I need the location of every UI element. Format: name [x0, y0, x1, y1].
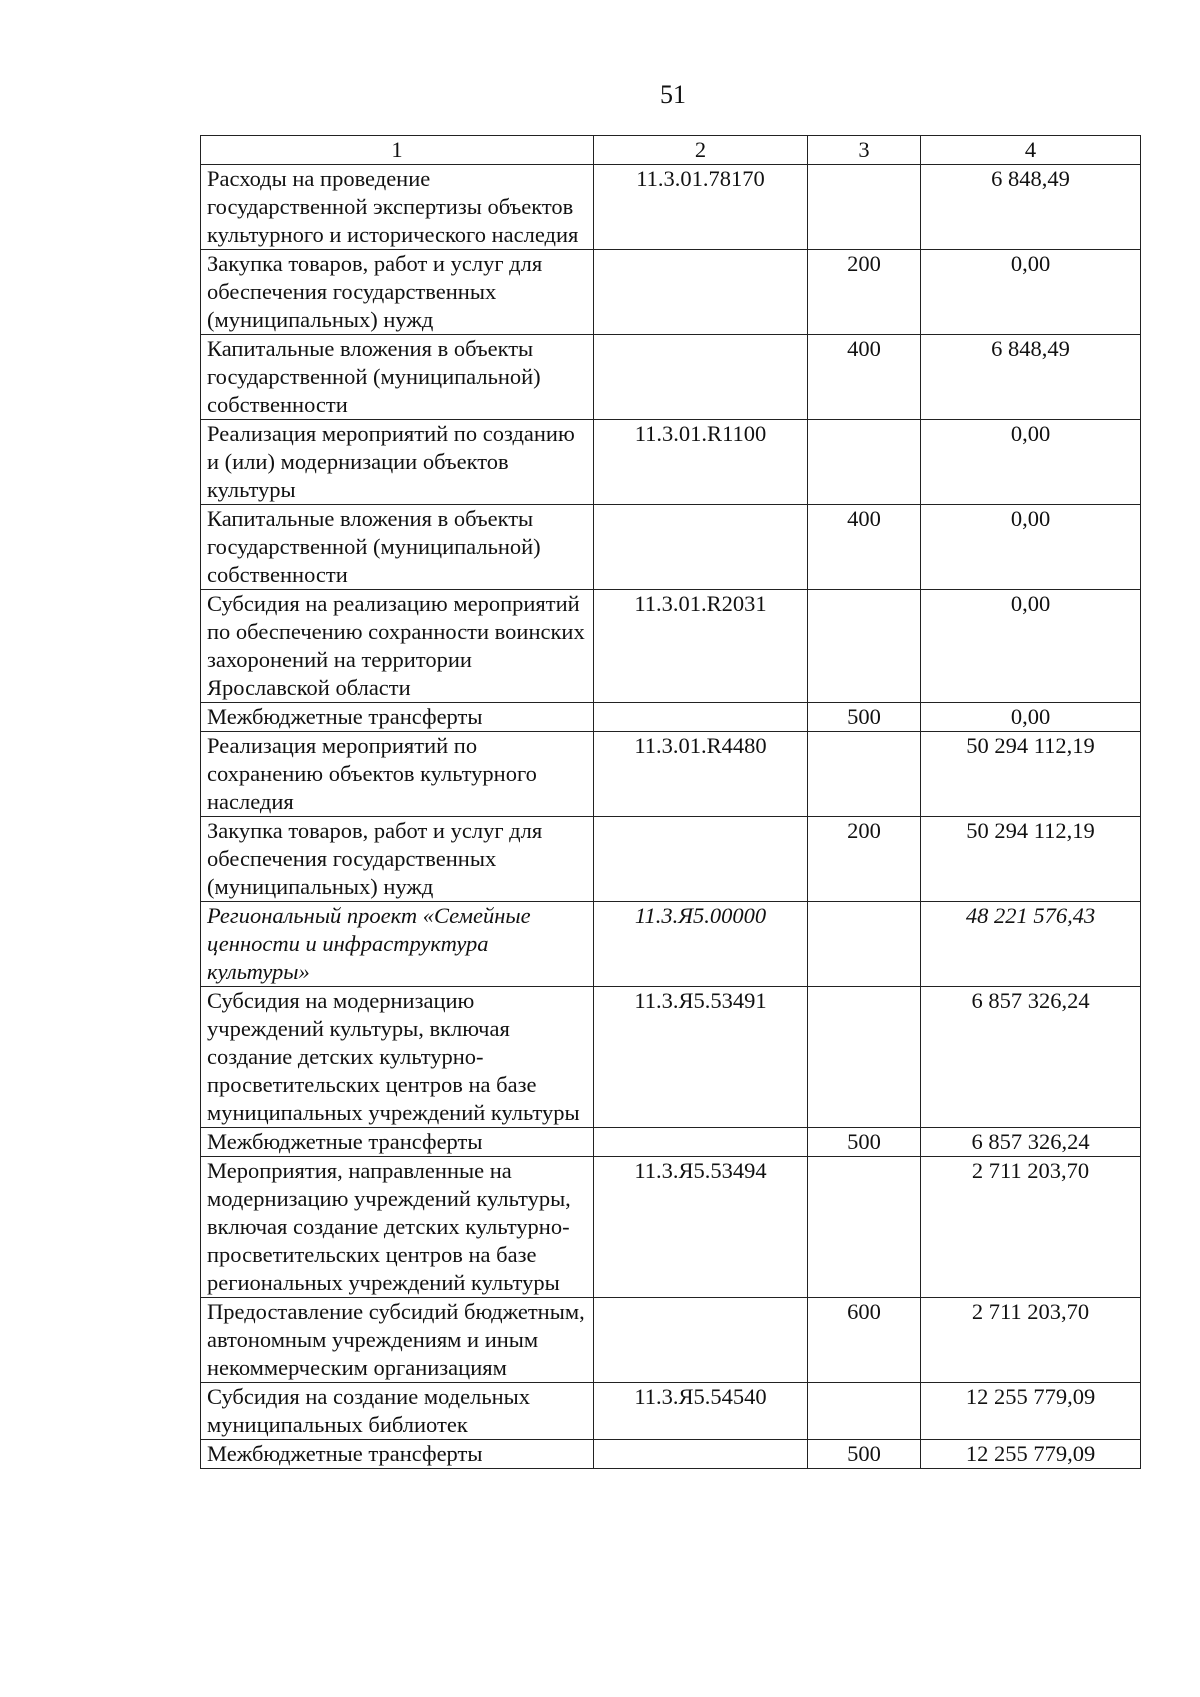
cell-code — [594, 1440, 808, 1469]
cell-expense-type: 200 — [808, 250, 921, 335]
cell-expense-type: 600 — [808, 1298, 921, 1383]
cell-name: Реализация мероприятий по созданию и (или) модернизации объектов культуры — [201, 420, 594, 505]
table-row — [201, 1383, 1141, 1440]
cell-amount: 6 848,49 — [921, 335, 1141, 420]
cell-code: 11.3.01.R1100 — [594, 420, 808, 505]
cell-name: Субсидия на реализацию мероприятий по обеспечению сохранности воинских захоронений на территории Ярославской области — [201, 590, 594, 703]
column-header-1: 1 — [201, 136, 594, 165]
cell-amount: 50 294 112,19 — [921, 732, 1141, 817]
cell-code — [594, 250, 808, 335]
cell-expense-type — [808, 165, 921, 250]
cell-expense-type: 400 — [808, 335, 921, 420]
table-row — [201, 732, 1141, 817]
table-row — [201, 1157, 1141, 1298]
cell-expense-type — [808, 590, 921, 703]
cell-amount: 0,00 — [921, 505, 1141, 590]
cell-code — [594, 335, 808, 420]
budget-table — [200, 135, 1141, 1469]
cell-code: 11.3.01.R2031 — [594, 590, 808, 703]
cell-name: Межбюджетные трансферты — [201, 1128, 594, 1157]
cell-name: Межбюджетные трансферты — [201, 703, 594, 732]
cell-expense-type: 200 — [808, 817, 921, 902]
table-row — [201, 590, 1141, 703]
cell-amount: 0,00 — [921, 590, 1141, 703]
cell-code — [594, 703, 808, 732]
cell-code — [594, 505, 808, 590]
cell-name: Расходы на проведение государственной экспертизы объектов культурного и исторического наследия — [201, 165, 594, 250]
table-row — [201, 250, 1141, 335]
cell-name: Закупка товаров, работ и услуг для обеспечения государственных (муниципальных) нужд — [201, 817, 594, 902]
table-row — [201, 505, 1141, 590]
cell-expense-type — [808, 1157, 921, 1298]
table-row — [201, 1298, 1141, 1383]
cell-name: Мероприятия, направленные на модернизацию учреждений культуры, включая создание детских культурно-просветительских центров на базе региональных учреждений культуры — [201, 1157, 594, 1298]
cell-amount: 50 294 112,19 — [921, 817, 1141, 902]
cell-amount: 48 221 576,43 — [921, 902, 1141, 987]
cell-name: Капитальные вложения в объекты государственной (муниципальной) собственности — [201, 335, 594, 420]
cell-name: Предоставление субсидий бюджетным, автономным учреждениям и иным некоммерческим организациям — [201, 1298, 594, 1383]
cell-amount: 0,00 — [921, 703, 1141, 732]
cell-amount: 12 255 779,09 — [921, 1440, 1141, 1469]
cell-expense-type — [808, 420, 921, 505]
table-row — [201, 987, 1141, 1128]
cell-expense-type — [808, 987, 921, 1128]
cell-expense-type: 500 — [808, 703, 921, 732]
cell-expense-type: 400 — [808, 505, 921, 590]
cell-expense-type — [808, 732, 921, 817]
cell-code: 11.3.01.R4480 — [594, 732, 808, 817]
cell-amount: 6 857 326,24 — [921, 987, 1141, 1128]
table-row — [201, 703, 1141, 732]
cell-name: Субсидия на модернизацию учреждений культуры, включая создание детских культурно-просветительских центров на базе муниципальных учреждений культуры — [201, 987, 594, 1128]
cell-expense-type: 500 — [808, 1440, 921, 1469]
cell-expense-type — [808, 902, 921, 987]
cell-code: 11.3.Я5.53491 — [594, 987, 808, 1128]
cell-amount: 6 857 326,24 — [921, 1128, 1141, 1157]
page-number: 51 — [660, 80, 686, 109]
cell-code: 11.3.01.78170 — [594, 165, 808, 250]
cell-code — [594, 1128, 808, 1157]
cell-code — [594, 817, 808, 902]
cell-code: 11.3.Я5.53494 — [594, 1157, 808, 1298]
table-row — [201, 1440, 1141, 1469]
cell-expense-type: 500 — [808, 1128, 921, 1157]
table-row — [201, 420, 1141, 505]
table-row — [201, 165, 1141, 250]
table-row — [201, 335, 1141, 420]
table-row — [201, 902, 1141, 987]
column-header-4: 4 — [921, 136, 1141, 165]
cell-expense-type — [808, 1383, 921, 1440]
cell-code: 11.3.Я5.00000 — [594, 902, 808, 987]
cell-amount: 6 848,49 — [921, 165, 1141, 250]
cell-amount: 0,00 — [921, 420, 1141, 505]
cell-name: Реализация мероприятий по сохранению объектов культурного наследия — [201, 732, 594, 817]
table-header-row — [201, 136, 1141, 165]
cell-code: 11.3.Я5.54540 — [594, 1383, 808, 1440]
cell-code — [594, 1298, 808, 1383]
cell-name: Субсидия на создание модельных муниципальных библиотек — [201, 1383, 594, 1440]
table-row — [201, 817, 1141, 902]
cell-amount: 2 711 203,70 — [921, 1157, 1141, 1298]
column-header-2: 2 — [594, 136, 808, 165]
cell-amount: 12 255 779,09 — [921, 1383, 1141, 1440]
cell-amount: 0,00 — [921, 250, 1141, 335]
cell-name: Региональный проект «Семейные ценности и инфраструктура культуры» — [201, 902, 594, 987]
column-header-3: 3 — [808, 136, 921, 165]
table-row — [201, 1128, 1141, 1157]
cell-amount: 2 711 203,70 — [921, 1298, 1141, 1383]
cell-name: Межбюджетные трансферты — [201, 1440, 594, 1469]
cell-name: Капитальные вложения в объекты государственной (муниципальной) собственности — [201, 505, 594, 590]
cell-name: Закупка товаров, работ и услуг для обеспечения государственных (муниципальных) нужд — [201, 250, 594, 335]
